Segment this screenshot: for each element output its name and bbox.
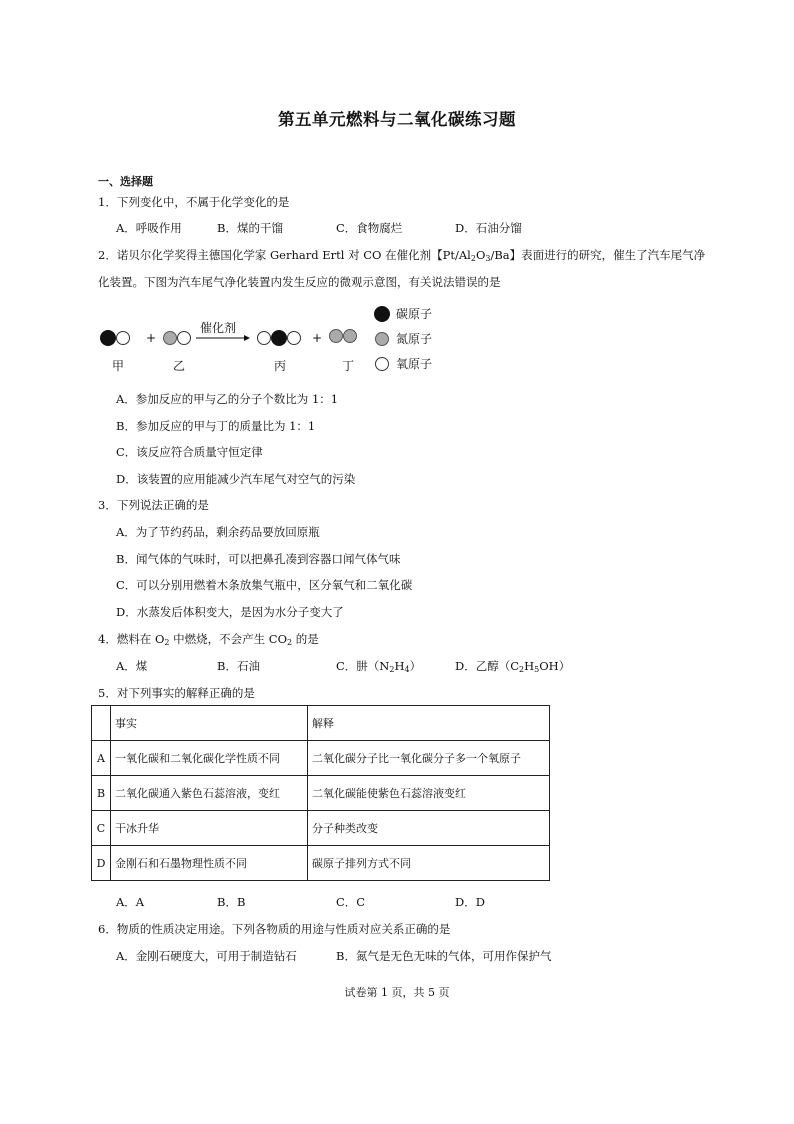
- table-row: [92, 776, 550, 811]
- catalyst-label: 催化剂: [200, 321, 237, 335]
- q5-stem: 5．对下列事实的解释正确的是: [98, 686, 255, 700]
- q3-stem: 3．下列说法正确的是: [98, 498, 209, 512]
- oxygen-atom: [258, 332, 271, 345]
- table-cell: C: [92, 811, 111, 846]
- q5-option-c: C．C: [336, 895, 366, 909]
- q3-option-a: A．为了节约药品，剩余药品要放回原瓶: [116, 525, 320, 539]
- table-header: 事实: [111, 706, 308, 741]
- legend-carbon-icon: [374, 306, 390, 322]
- table-row: [92, 846, 550, 881]
- q2-option-a: A．参加反应的甲与乙的分子个数比为 1：1: [116, 392, 339, 406]
- q3-option-d: D．水蒸发后体积变大，是因为水分子变大了: [116, 605, 344, 619]
- table-cell: B: [92, 776, 111, 811]
- facts-table: [91, 705, 550, 881]
- q6-option-a: A．金刚石硬度大，可用于制造钻石: [116, 949, 297, 963]
- q1-option-c: C．食物腐烂: [336, 221, 403, 235]
- q2-option-d: D．该装置的应用能减少汽车尾气对空气的污染: [116, 472, 356, 486]
- legend-oxygen-icon: [376, 358, 389, 371]
- q4-stem: 4．燃料在 $O_2$ 中燃烧，不会产生 $CO_2$ 的是: [98, 632, 319, 647]
- table-cell: 一氧化碳和二氧化碳化学性质不同: [111, 741, 308, 776]
- legend-nitrogen-icon: [376, 333, 389, 346]
- q2-option-c: C．该反应符合质量守恒定律: [116, 445, 263, 459]
- q6-stem: 6．物质的性质决定用途。下列各物质的用途与性质对应关系正确的是: [98, 922, 451, 936]
- q2-stem-line2: 化装置。下图为汽车尾气净化装置内发生反应的微观示意图，有关说法错误的是: [98, 275, 501, 289]
- q5-option-a: A．A: [116, 895, 145, 909]
- table-cell: 碳原子排列方式不同: [308, 846, 550, 881]
- table-cell: D: [92, 846, 111, 881]
- oxygen-atom: [117, 332, 130, 345]
- page-footer: 试卷第 1 页，共 5 页: [344, 986, 450, 999]
- table-cell: 分子种类改变: [308, 811, 550, 846]
- label-bing: 丙: [274, 359, 287, 373]
- q5-option-b: B．B: [217, 895, 246, 909]
- q3-option-c: C．可以分别用燃着木条放集气瓶中，区分氧气和二氧化碳: [116, 578, 413, 592]
- section-heading: 一、选择题: [98, 175, 153, 188]
- table-header: 解释: [308, 706, 550, 741]
- table-header: [92, 706, 111, 741]
- q1-option-d: D．石油分馏: [455, 221, 522, 235]
- legend-nitrogen: 氮原子: [396, 332, 433, 346]
- oxygen-atom: [288, 332, 301, 345]
- legend-oxygen: 氧原子: [396, 357, 433, 371]
- q2-option-b: B．参加反应的甲与丁的质量比为 1：1: [116, 419, 316, 433]
- table-cell: A: [92, 741, 111, 776]
- q5-option-d: D．D: [455, 895, 485, 909]
- q4-option-a: A．煤: [116, 659, 148, 673]
- q4-option-d: D．乙醇$(C_2H_5OH)$: [455, 659, 571, 674]
- nitrogen-atom: [344, 330, 357, 343]
- legend-carbon: 碳原子: [396, 307, 433, 321]
- table-cell: 二氧化碳分子比一氧化碳分子多一个氧原子: [308, 741, 550, 776]
- q1-option-b: B．煤的干馏: [217, 221, 283, 235]
- label-yi: 乙: [173, 359, 186, 373]
- q4-option-b: B．石油: [217, 659, 260, 673]
- plus-sign-2: +: [312, 331, 323, 345]
- q6-option-b: B．氮气是无色无味的气体，可用作保护气: [336, 949, 552, 963]
- nitrogen-atom: [164, 332, 177, 345]
- table-cell: 二氧化碳能使紫色石蕊溶液变红: [308, 776, 550, 811]
- q4-option-c: C．肼$(N_2H_4)$: [336, 659, 422, 674]
- label-jia: 甲: [112, 359, 125, 373]
- q2-stem-line1: 2．诺贝尔化学奖得主德国化学家 Gerhard Ertl 对 CO 在催化剂【$Pt/Al_2O_3/Ba$】表面进行的研究，催生了汽车尾气净: [98, 248, 706, 263]
- carbon-atom: [100, 330, 116, 346]
- q1-stem: 1．下列变化中，不属于化学变化的是: [98, 195, 290, 209]
- table-cell: 二氧化碳通入紫色石蕊溶液，变红: [111, 776, 308, 811]
- plus-sign-1: +: [146, 331, 157, 345]
- page-title: 第五单元燃料与二氧化碳练习题: [278, 110, 516, 129]
- nitrogen-atom: [330, 330, 343, 343]
- q3-option-b: B．闻气体的气味时，可以把鼻孔凑到容器口闻气体气味: [116, 552, 401, 566]
- oxygen-atom: [178, 332, 191, 345]
- table-cell: 金刚石和石墨物理性质不同: [111, 846, 308, 881]
- arrow-head-icon: [244, 335, 250, 341]
- label-ding: 丁: [342, 359, 355, 373]
- q1-option-a: A．呼吸作用: [116, 221, 182, 235]
- table-row: [92, 811, 550, 846]
- table-cell: 干冰升华: [111, 811, 308, 846]
- table-header-row: [92, 706, 550, 741]
- carbon-atom: [271, 330, 287, 346]
- reaction-diagram: [98, 302, 458, 378]
- table-row: [92, 741, 550, 776]
